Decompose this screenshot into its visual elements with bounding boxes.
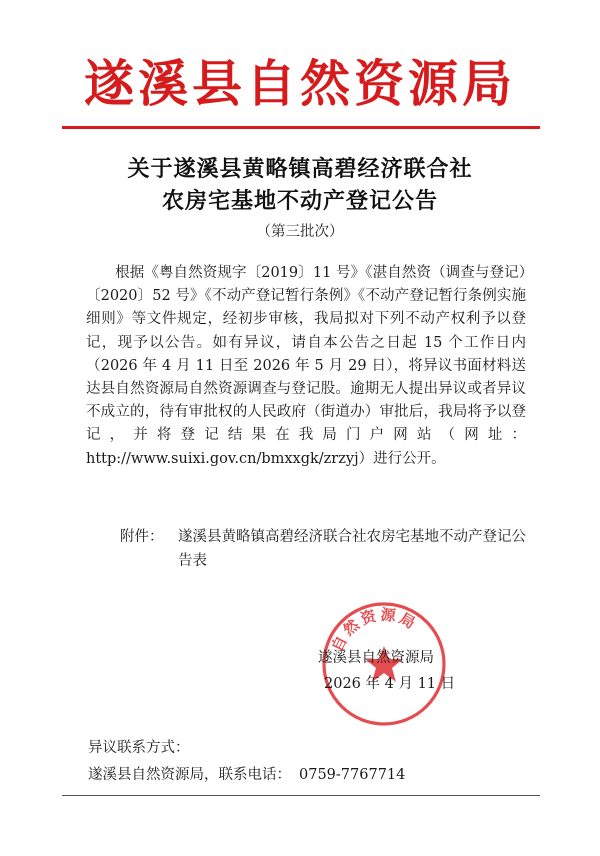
letterhead-org-name: 遂溪县自然资源局	[84, 54, 516, 113]
seal-text: 自然资源局	[327, 605, 421, 655]
document-title-line-2: 农房宅基地不动产登记公告	[161, 188, 438, 214]
notice-body-paragraph	[86, 262, 526, 471]
contact-phone: 0759-7767714	[299, 767, 406, 783]
letterhead-divider	[62, 126, 540, 129]
document-title-line-1: 关于遂溪县黄略镇高碧经济联合社	[127, 156, 473, 182]
contact-label: 异议联系方式：	[88, 740, 190, 756]
signature-date: 2026 年 4 月 11 日	[324, 676, 456, 692]
attachment-label: 附件：	[120, 529, 164, 545]
footer-divider	[62, 795, 540, 796]
signature-org: 遂溪县自然资源局	[318, 650, 434, 666]
body-text: 根据《粤自然资规字〔2019〕11 号》《湛自然资（调查与登记）〔2020〕52 号》《不动产登记暂行条例》《不动产登记暂行条例实施细则》等文件规定，经初步审核，我局拟对下列不动产权利予以登记，现予以公告。如有异议，请自本公告之日起 15 个工作日内（2026 年 4 月 11 日至 2026 年 5 月 29 日），将异议书面材料送达县自然资源局自然资源调查与登记股。逾期无人提出异议或者异议不成立的，待有审批权的人民政府（街道办）审批后，我局将予以登记，并将登记结果在我局门户网站（网址：http://www.suixi.gov.cn/bmxxgk/zrzyj）进行公开。	[86, 265, 526, 467]
contact-org: 遂溪县自然资源局，联系电话：	[88, 767, 291, 783]
attachment-text: 遂溪县黄略镇高碧经济联合社农房宅基地不动产登记公告表	[178, 529, 526, 569]
batch-label: （第三批次）	[256, 224, 344, 240]
contact-line	[88, 763, 405, 787]
